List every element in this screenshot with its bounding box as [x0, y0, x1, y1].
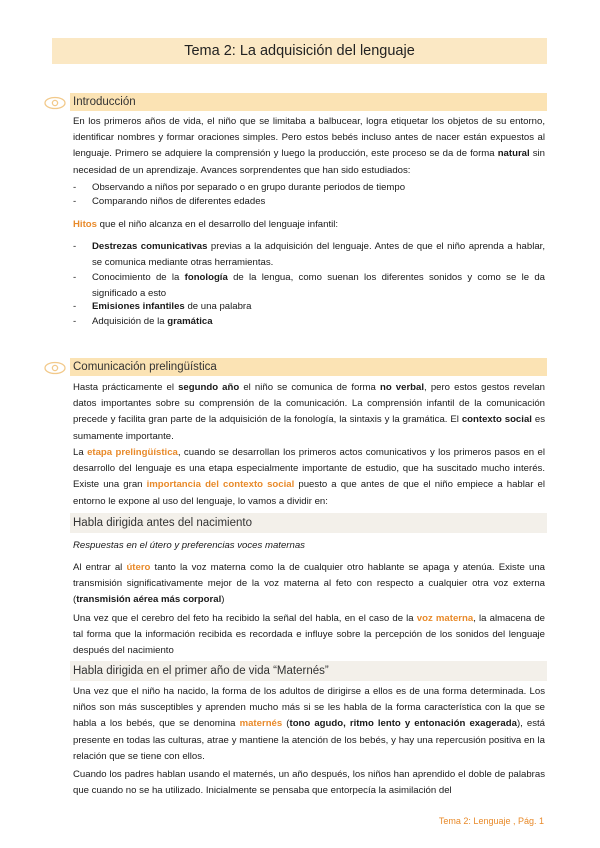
italic-subtitle: Respuestas en el útero y preferencias voces maternas: [73, 540, 305, 551]
section-heading-introduccion: Introducción: [70, 93, 547, 111]
list-item: - Conocimiento de la fonología de la lengua, como suenan los diferentes sonidos y como se le da significado a esto: [73, 272, 545, 300]
list-item: - Adquisición de la gramática: [73, 316, 213, 327]
intro-paragraph: En los primeros años de vida, el niño que se limitaba a balbucear, logra etiquetar los objetos de su entorno, identificar nombres y formar oraciones simples. Pero estos bebés incluso antes de nacer están expuestos al lenguaje. Primero se adquiere la comprensión y luego la producción, este proceso se da de forma natural sin necesidad de un aprendizaje. Avances sorprendentes que han sido estudiados:: [73, 116, 545, 176]
prelinguistic-paragraph-1: Hasta prácticamente el segundo año el niño se comunica de forma no verbal, pero estos gestos revelan datos importantes sobre su comprensión de la comunicación. La comprensión infantil de la comunicación precede y facilita gran parte de la adquisición de la fonología, la sintaxis y la gramática. El contexto social es sumamente importante.: [73, 382, 546, 442]
list-item: - Emisiones infantiles de una palabra: [73, 301, 252, 312]
subheading-primer-ano: Habla dirigida en el primer año de vida “Maternés”: [70, 661, 547, 681]
eye-icon: [44, 96, 66, 110]
section-heading-comunicacion: Comunicación prelingüística: [70, 358, 547, 376]
prelinguistic-paragraph-2: La etapa prelingüística, cuando se desarrollan los primeros actos comunicativos y los primeros pasos en el desarrollo del lenguaje es una etapa especialmente importante de estudio, que ha suscitado mucho interés. Existe una gran importancia del contexto social puesto a que antes de que el niño empiece a hablar el entorno le expone al uso del lenguaje, lo vamos a dividir en:: [73, 447, 545, 507]
list-item: - Comparando niños de diferentes edades: [73, 196, 266, 207]
eye-icon: [44, 361, 66, 375]
page-title: Tema 2: La adquisición del lenguaje: [52, 38, 547, 64]
sub2-paragraph-1: Una vez que el niño ha nacido, la forma de los adultos de dirigirse a ellos es de una forma determinada. Los niños son más susceptibles y aprenden mucho más si se les habla de la forma característica con la que se habla a los bebés, que se denomina maternés (tono agudo, ritmo lento y entonación exagerada), está presente en todas las culturas, atrae y mantiene la atención de los bebés, y hay una repercusión positiva en la relación que se tiene con ellos.: [73, 686, 545, 762]
sub1-paragraph-2: Una vez que el cerebro del feto ha recibido la señal del habla, en el caso de la voz materna, la almacena de tal forma que la información recibida es recordada e influye sobre la percepción de los sonidos del lenguaje después del nacimiento: [73, 613, 545, 657]
sub2-paragraph-2: Cuando los padres hablan usando el maternés, un año después, los niños han aprendido el doble de palabras que cuando no se ha utilizado. Inicialmente se pensaba que entorpecía la asimilación del: [73, 769, 545, 797]
hitos-intro: Hitos que el niño alcanza en el desarrollo del lenguaje infantil:: [73, 219, 339, 230]
sub1-paragraph-1: Al entrar al útero tanto la voz materna como la de cualquier otro hablante se apaga y atenúa. Existe una transmisión significativamente mejor de la voz materna al feto con respecto a cualquier otra voz externa (transmisión aérea más corporal): [73, 562, 545, 606]
page-footer: Tema 2: Lenguaje , Pág. 1: [438, 816, 544, 826]
subheading-antes-nacimiento: Habla dirigida antes del nacimiento: [70, 513, 547, 533]
list-item: - Destrezas comunicativas previas a la adquisición del lenguaje. Antes de que el niño aprenda a hablar, se comunica mediante otras herramientas.: [73, 241, 545, 269]
list-item: - Observando a niños por separado o en grupo durante periodos de tiempo: [73, 182, 406, 193]
